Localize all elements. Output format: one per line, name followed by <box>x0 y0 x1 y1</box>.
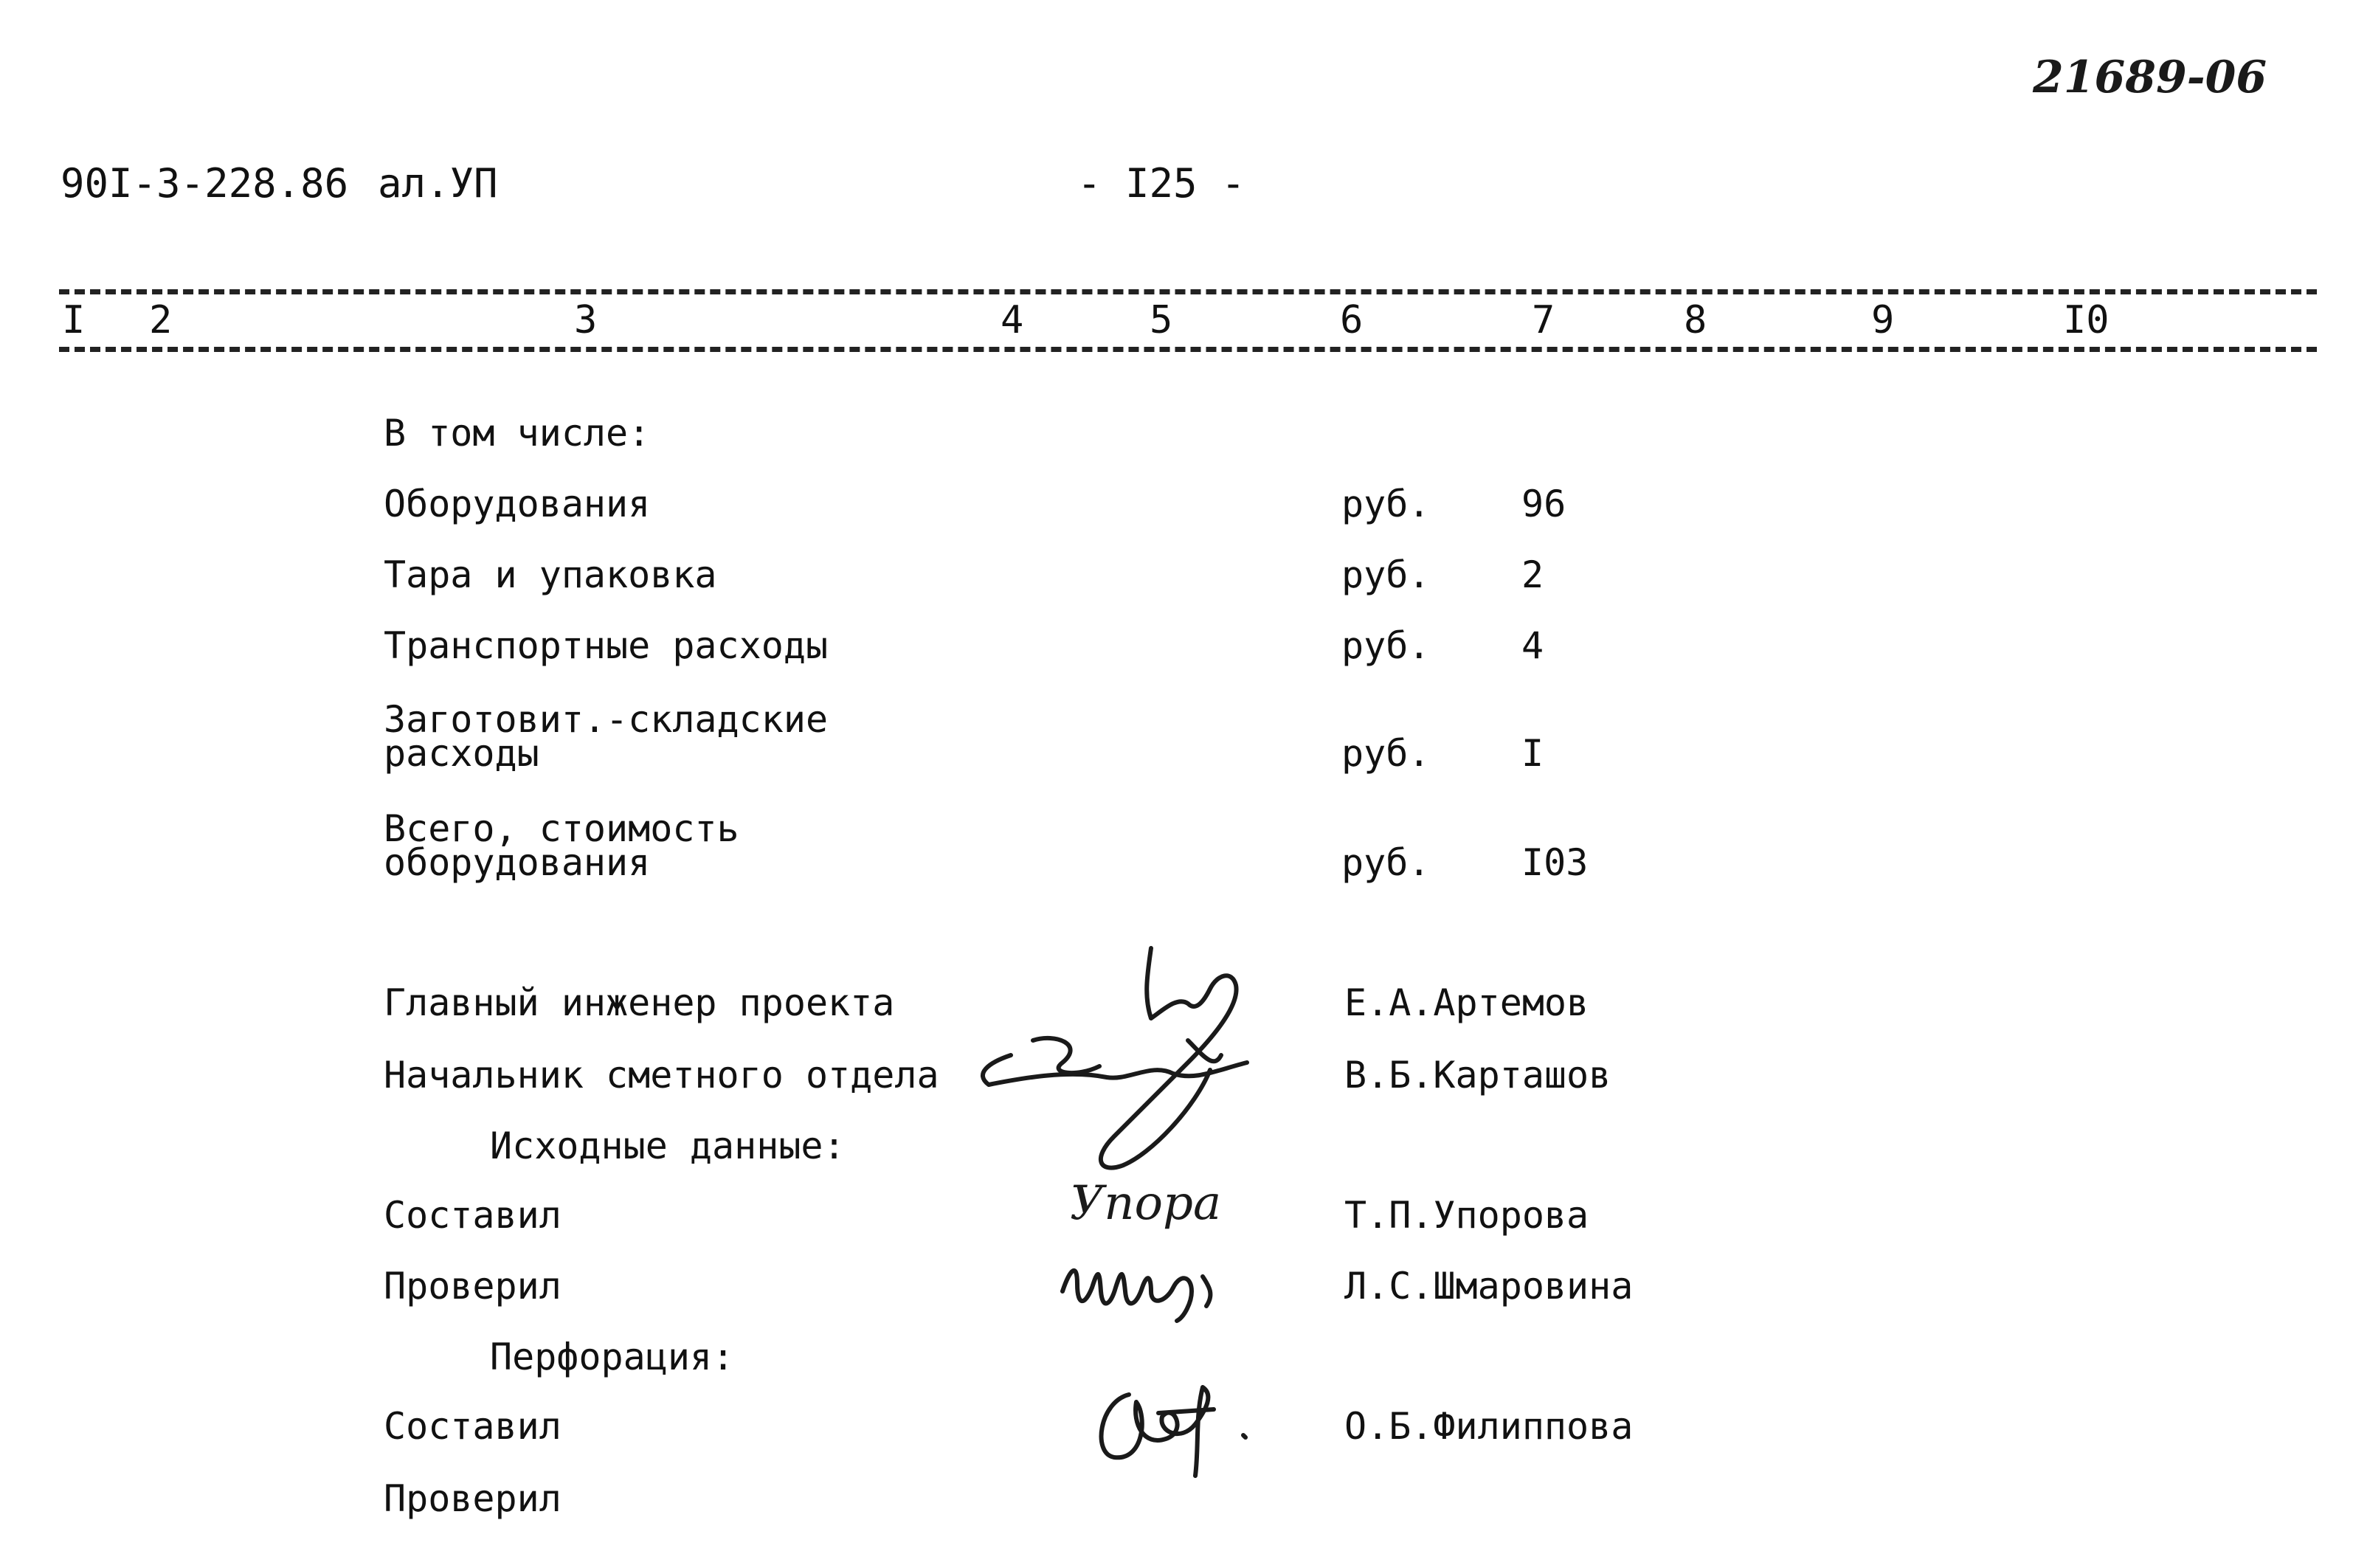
name-compiled: Т.П.Упорова <box>1344 1194 1589 1237</box>
role-perf-checked: Проверил <box>384 1477 562 1520</box>
column-number: I0 <box>2059 301 2114 339</box>
signature-compiled: Упора <box>1070 1176 1222 1231</box>
row-unit: руб. <box>1341 553 1431 596</box>
table-header-top-rule <box>59 289 2317 294</box>
row-unit: руб. <box>1341 841 1431 884</box>
role-compiled: Составил <box>384 1194 562 1237</box>
row-unit: руб. <box>1341 732 1431 775</box>
document-code: 90I-3-228.86 <box>61 160 349 207</box>
row-label-line1: Заготовит.-складские <box>384 698 829 741</box>
initial-data-heading: Исходные данные: <box>490 1125 846 1167</box>
signature-chief-and-head <box>967 944 1313 1173</box>
name-perf-compiled: О.Б.Филиппова <box>1344 1405 1634 1448</box>
column-number: 5 <box>1145 301 1177 339</box>
row-unit: руб. <box>1341 624 1431 667</box>
row-value: 96 <box>1521 483 1566 525</box>
column-number: 2 <box>145 301 176 339</box>
column-number: 4 <box>996 301 1028 339</box>
table-header-bottom-rule <box>59 347 2317 352</box>
column-number: I <box>58 301 89 339</box>
row-label-line2: оборудования <box>384 841 651 884</box>
breakdown-heading: В том числе: <box>384 412 651 455</box>
row-label: Тара и упаковка <box>384 553 717 596</box>
signature-checked <box>1055 1247 1232 1328</box>
row-value: I03 <box>1521 841 1589 884</box>
row-value: 4 <box>1521 624 1544 667</box>
column-number: 7 <box>1527 301 1559 339</box>
column-number: 9 <box>1867 301 1898 339</box>
page-number: - I25 - <box>1077 160 1245 207</box>
column-number: 6 <box>1336 301 1367 339</box>
row-label-line1: Всего, стоимость <box>384 807 739 850</box>
role-chief-engineer: Главный инженер проекта <box>384 981 895 1024</box>
row-unit: руб. <box>1341 483 1431 525</box>
album-label: ал.УП <box>378 160 498 207</box>
signature-perf-compiled <box>1085 1372 1269 1483</box>
name-estimate-head: В.Б.Карташов <box>1344 1054 1611 1096</box>
row-value: 2 <box>1521 553 1544 596</box>
column-number: 8 <box>1679 301 1711 339</box>
name-chief-engineer: Е.А.Артемов <box>1344 981 1589 1024</box>
row-label: Транспортные расходы <box>384 624 829 667</box>
column-number: 3 <box>570 301 601 339</box>
perforation-heading: Перфорация: <box>490 1336 735 1378</box>
row-value: I <box>1521 732 1544 775</box>
role-checked: Проверил <box>384 1265 562 1308</box>
role-perf-compiled: Составил <box>384 1405 562 1448</box>
name-checked: Л.С.Шмаровина <box>1344 1265 1634 1308</box>
archive-number: 21689-06 <box>2033 52 2267 103</box>
row-label: Оборудования <box>384 483 651 525</box>
row-label-line2: расходы <box>384 732 539 775</box>
role-estimate-head: Начальник сметного отдела <box>384 1054 939 1096</box>
